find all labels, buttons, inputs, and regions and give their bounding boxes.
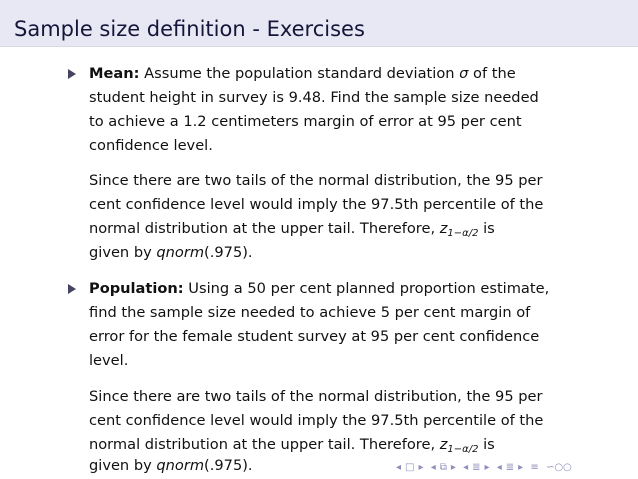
mean-line-3: to achieve a 1.2 centimeters margin of error at 95 per cent <box>89 113 522 130</box>
bullet-triangle-icon <box>68 284 76 294</box>
mean-p2-line-1: Since there are two tails of the normal distribution, the 95 per <box>89 172 543 189</box>
page-title: Sample size definition - Exercises <box>14 17 365 41</box>
align-icon[interactable]: ≡ <box>530 462 539 473</box>
section-icon[interactable]: ≣ <box>472 462 481 473</box>
mean-line-2: student height in survey is 9.48. Find the sample size needed <box>89 89 539 106</box>
section-next-icon[interactable]: ▸ <box>484 462 490 473</box>
mean-label: Mean: <box>89 65 140 82</box>
frame-icon[interactable]: □ <box>405 462 415 473</box>
z-subscript: 1−α/2 <box>447 228 479 239</box>
qnorm-arg: (.975). <box>204 244 253 261</box>
given-by: given by <box>89 244 152 261</box>
search-icon[interactable]: ∽○○ <box>545 462 572 473</box>
subsection-prev-icon[interactable]: ◂ <box>430 462 436 473</box>
bullet-triangle-icon <box>68 69 76 79</box>
mean-text-1: Assume the population standard deviation <box>144 65 455 82</box>
sigma-symbol: σ <box>459 65 469 82</box>
is-word: is <box>483 436 495 453</box>
population-p2-text-3: normal distribution at the upper tail. Therefore, <box>89 436 436 453</box>
mean-line-4: confidence level. <box>89 137 213 154</box>
subsection-next-icon[interactable]: ▸ <box>450 462 456 473</box>
population-line-1 <box>89 280 549 298</box>
population-label: Population: <box>89 280 184 297</box>
subsection-icon[interactable]: ⧉ <box>439 462 447 473</box>
population-line-2: find the sample size needed to achieve 5 per cent margin of <box>89 304 531 321</box>
given-by: given by <box>89 457 152 474</box>
frame-next-icon[interactable]: ▸ <box>418 462 424 473</box>
document-prev-icon[interactable]: ◂ <box>496 462 502 473</box>
mean-p2-line-4 <box>89 244 253 262</box>
qnorm-func: qnorm <box>156 457 205 474</box>
mean-line-1 <box>89 65 516 83</box>
qnorm-func: qnorm <box>156 244 205 261</box>
navigation-bar <box>396 462 576 473</box>
z-symbol: z <box>439 220 448 237</box>
section-prev-icon[interactable]: ◂ <box>463 462 469 473</box>
mean-p2-text-3: normal distribution at the upper tail. Therefore, <box>89 220 436 237</box>
population-line-3: error for the female student survey at 95 per cent confidence <box>89 328 540 345</box>
frame-prev-icon[interactable]: ◂ <box>396 462 402 473</box>
population-line-4: level. <box>89 352 129 369</box>
document-icon[interactable]: ≣ <box>505 462 515 473</box>
z-subscript: 1−α/2 <box>447 444 479 455</box>
document-next-icon[interactable]: ▸ <box>518 462 524 473</box>
qnorm-arg: (.975). <box>204 457 253 474</box>
z-symbol: z <box>439 436 448 453</box>
population-p2-line-3 <box>89 436 495 456</box>
mean-text-1b: of the <box>473 65 516 82</box>
mean-p2-line-2: cent confidence level would imply the 97.5th percentile of the <box>89 196 544 213</box>
population-p2-line-2: cent confidence level would imply the 97.5th percentile of the <box>89 412 544 429</box>
population-p2-line-4 <box>89 457 253 475</box>
population-text-1: Using a 50 per cent planned proportion estimate, <box>188 280 550 297</box>
is-word: is <box>483 220 495 237</box>
mean-p2-line-3 <box>89 220 495 240</box>
population-p2-line-1: Since there are two tails of the normal distribution, the 95 per <box>89 388 543 405</box>
